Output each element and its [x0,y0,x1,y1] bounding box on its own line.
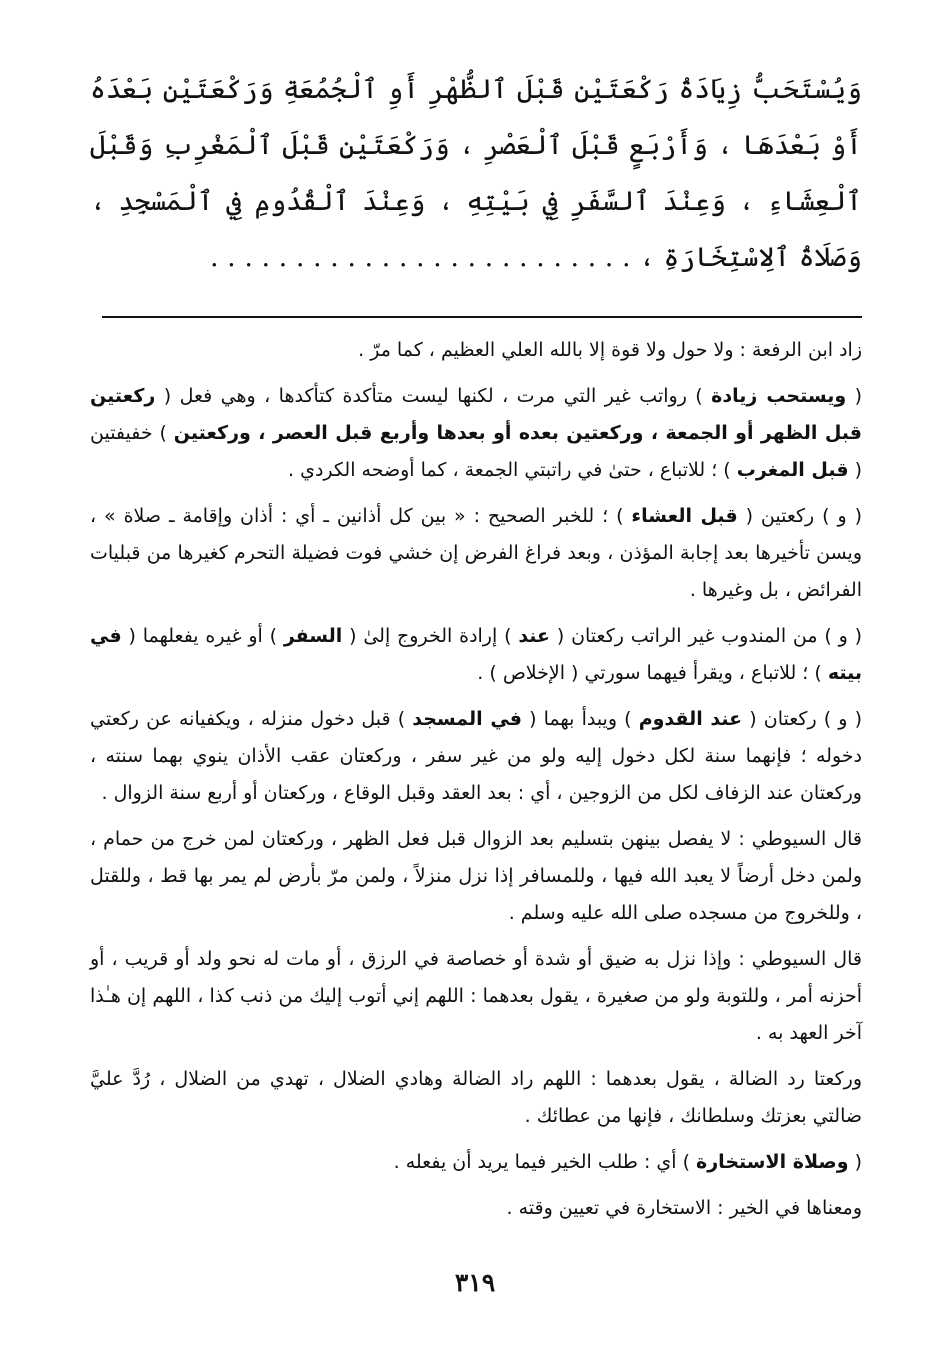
text-segment: ) ؛ للاتباع ، ويقرأ فيهما سورتي ( الإخلاص ) . [477,662,828,684]
separator-rule [102,316,862,318]
text-segment: ( [846,385,862,407]
bold-segment: وصلاة الاستخارة [696,1151,849,1173]
text-segment: ) ويبدأ بهما ( [521,708,639,730]
commentary-paragraph [90,618,862,692]
bold-segment: في بيته [90,625,862,684]
text-segment: ) ؛ للاتباع ، حتىٰ في راتبتي الجمعة ، كما أوضحه الكردي . [288,459,737,481]
text-segment: ) قبل دخول منزله ، ويكفيانه عن ركعتي دخوله ؛ فإنهما سنة لكل دخول إليه ولو من غير سفر ، وركعتان عقب الأذان ينوي بهما سنته ، وركعتان عند الزفاف لكل من الزوجين ، أي : بعد العقد وقبل الوقاع ، وركعتان أو أربع سنة الزوال . [90,708,862,804]
commentary-paragraph [90,701,862,812]
text-segment: وركعتا رد الضالة ، يقول بعدهما : اللهم راد الضالة وهادي الضلال ، تهدي من الضلال ، رُدَّ عليَّ ضالتي بعزتك وسلطانك ، فإنها من عطائك . [90,1068,862,1127]
text-segment: ) خفيفتين ( [90,422,862,481]
text-segment: زاد ابن الرفعة : ولا حول ولا قوة إلا بالله العلي العظيم ، كما مرّ . [358,339,862,361]
text-segment: قال السيوطي : وإذا نزل به ضيق أو شدة أو خصاصة في الرزق ، أو مات له نحو ولد أو قريب ، أو أحزنه أمر ، وللتوبة ولو من صغيرة ، يقول بعدهما : اللهم إني أتوب إليك من ذنب كذا ، اللهم إن هـٰذا آخر العهد به . [90,948,862,1044]
text-segment: ومعناها في الخير : الاستخارة في تعيين وقته . [506,1197,862,1219]
text-segment: ( [848,1151,862,1173]
matn-body: وَيُسْتَحَبُّ زِيَادَةُ رَكْعَتَيْنِ قَبْلَ ٱلظُّهْرِ أَوِ ٱلْجُمُعَةِ وَرَكْعَتَيْنِ بَعْدَهُ أَوْ بَعْدَهَا ، وَأَرْبَعٍ قَبْلَ ٱلْعَصْرِ ، وَرَكْعَتَيْنِ قَبْلَ ٱلْمَغْرِبِ وَقَبْلَ ٱلْعِشَاءِ ، وَعِنْدَ ٱلسَّفَرِ فِي بَيْتِهِ ، وَعِنْدَ ٱلْقُدُومِ فِي ٱلْمَسْجِدِ ، وَصَلَاةُ ٱلِاسْتِخَارَةِ ، [90,74,862,273]
bold-segment: السفر [283,625,343,647]
text-segment: ) رواتب غير التي مرت ، لكنها ليست متأكدة كتأكدها ، وهي فعل ( [155,385,712,407]
commentary [90,332,862,1227]
page-number: ٣١٩ [454,1268,496,1297]
bold-segment: قبل العشاء [631,505,738,527]
text-segment: ) ؛ للخبر الصحيح : « بين كل أذانين ـ أي : أذان وإقامة ـ صلاة » ، ويسن تأخيرها بعد إجابة المؤذن ، وبعد فراغ الفرض إن خشي فوت فضيلة التحرم كغيرها من قبليات الفرائض ، بل وغيرها . [90,505,862,601]
commentary-paragraph [90,1061,862,1135]
bold-segment: قبل المغرب [736,459,849,481]
commentary-paragraph [90,1144,862,1181]
matn-dots: . . . . . . . . . . . . . . . . . . . . . . . . . [210,242,631,273]
commentary-paragraph [90,498,862,609]
commentary-paragraph [90,821,862,932]
bold-segment: عند [518,625,551,647]
text-segment: ) إرادة الخروج إلىٰ ( [342,625,519,647]
commentary-paragraph [90,1190,862,1227]
commentary-paragraph [90,378,862,489]
bold-segment: ركعتين قبل الظهر أو الجمعة ، وركعتين بعده أو بعدها وأربع قبل العصر ، وركعتين [90,385,862,444]
text-segment: ( و ) ركعتان ( [742,708,862,730]
commentary-paragraph [90,941,862,1052]
text-segment: ( و ) من المندوب غير الراتب ركعتان ( [550,625,862,647]
bold-segment: عند القدوم [638,708,743,730]
matn-text [90,62,862,286]
text-segment: ( و ) ركعتين ( [737,505,862,527]
commentary-paragraph [90,332,862,369]
bold-segment: في المسجد [412,708,522,730]
text-segment: ) أي : طلب الخير فيما يريد أن يفعله . [393,1151,697,1173]
text-segment: قال السيوطي : لا يفصل بينهن بتسليم بعد الزوال قبل فعل الظهر ، وركعتان لمن خرج من حمام ، ولمن دخل أرضاً لا يعبد الله فيها ، وللمسافر إذا نزل منزلاً ، ولمن مرّ بأرض لم يمر بها قط ، وللقتل ، وللخروج من مسجده صلى الله عليه وسلم . [90,828,862,924]
text-segment: ) أو غيره يفعلهما ( [121,625,284,647]
bold-segment: ويستحب زيادة [711,385,847,407]
